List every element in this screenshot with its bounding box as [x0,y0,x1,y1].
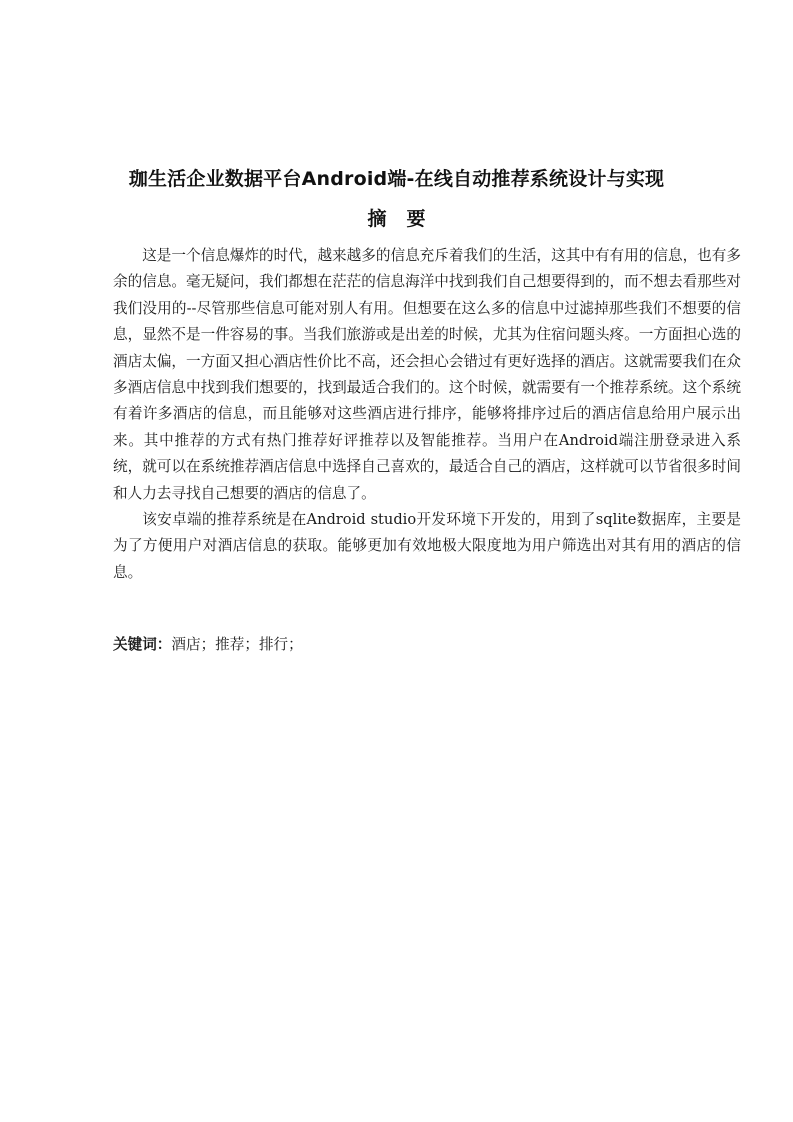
abstract-heading: 摘要 [367,208,446,230]
keywords-list: 酒店；推荐；排行； [171,636,303,653]
abstract-body [113,243,741,586]
abstract-paragraph: 这是一个信息爆炸的时代，越来越多的信息充斥着我们的生活，这其中有有用的信息，也有多余的信息。毫无疑问，我们都想在茫茫的信息海洋中找到我们自己想要得到的，而不想去看那些对我们没用的--尽管那些信息可能对别人有用。但想要在这么多的信息中过滤掉那些我们不想要的信息，显然不是一件容易的事。当我们旅游或是出差的时候，尤其为住宿问题头疼。一方面担心选的酒店太偏，一方面又担心酒店性价比不高，还会担心会错过有更好选择的酒店。这就需要我们在众多酒店信息中找到我们想要的，找到最适合我们的。这个时候，就需要有一个推荐系统。这个系统有着许多酒店的信息，而且能够对这些酒店进行排序，能够将排序过后的酒店信息给用户展示出来。其中推荐的方式有热门推荐好评推荐以及智能推荐。当用户在Android端注册登录进入系统，就可以在系统推荐酒店信息中选择自己喜欢的，最适合自己的酒店，这样就可以节省很多时间和人力去寻找自己想要的酒店的信息了。 [113,247,741,502]
keywords-label: 关键词： [113,636,172,653]
abstract-paragraph: 该安卓端的推荐系统是在Android studio开发环境下开发的，用到了sqlite数据库，主要是为了方便用户对酒店信息的获取。能够更加有效地极大限度地为用户筛选出对其有用的酒店的信息。 [113,511,741,581]
keywords-line [113,632,741,658]
document-title: 珈生活企业数据平台Android端-在线自动推荐系统设计与实现 [128,168,665,190]
